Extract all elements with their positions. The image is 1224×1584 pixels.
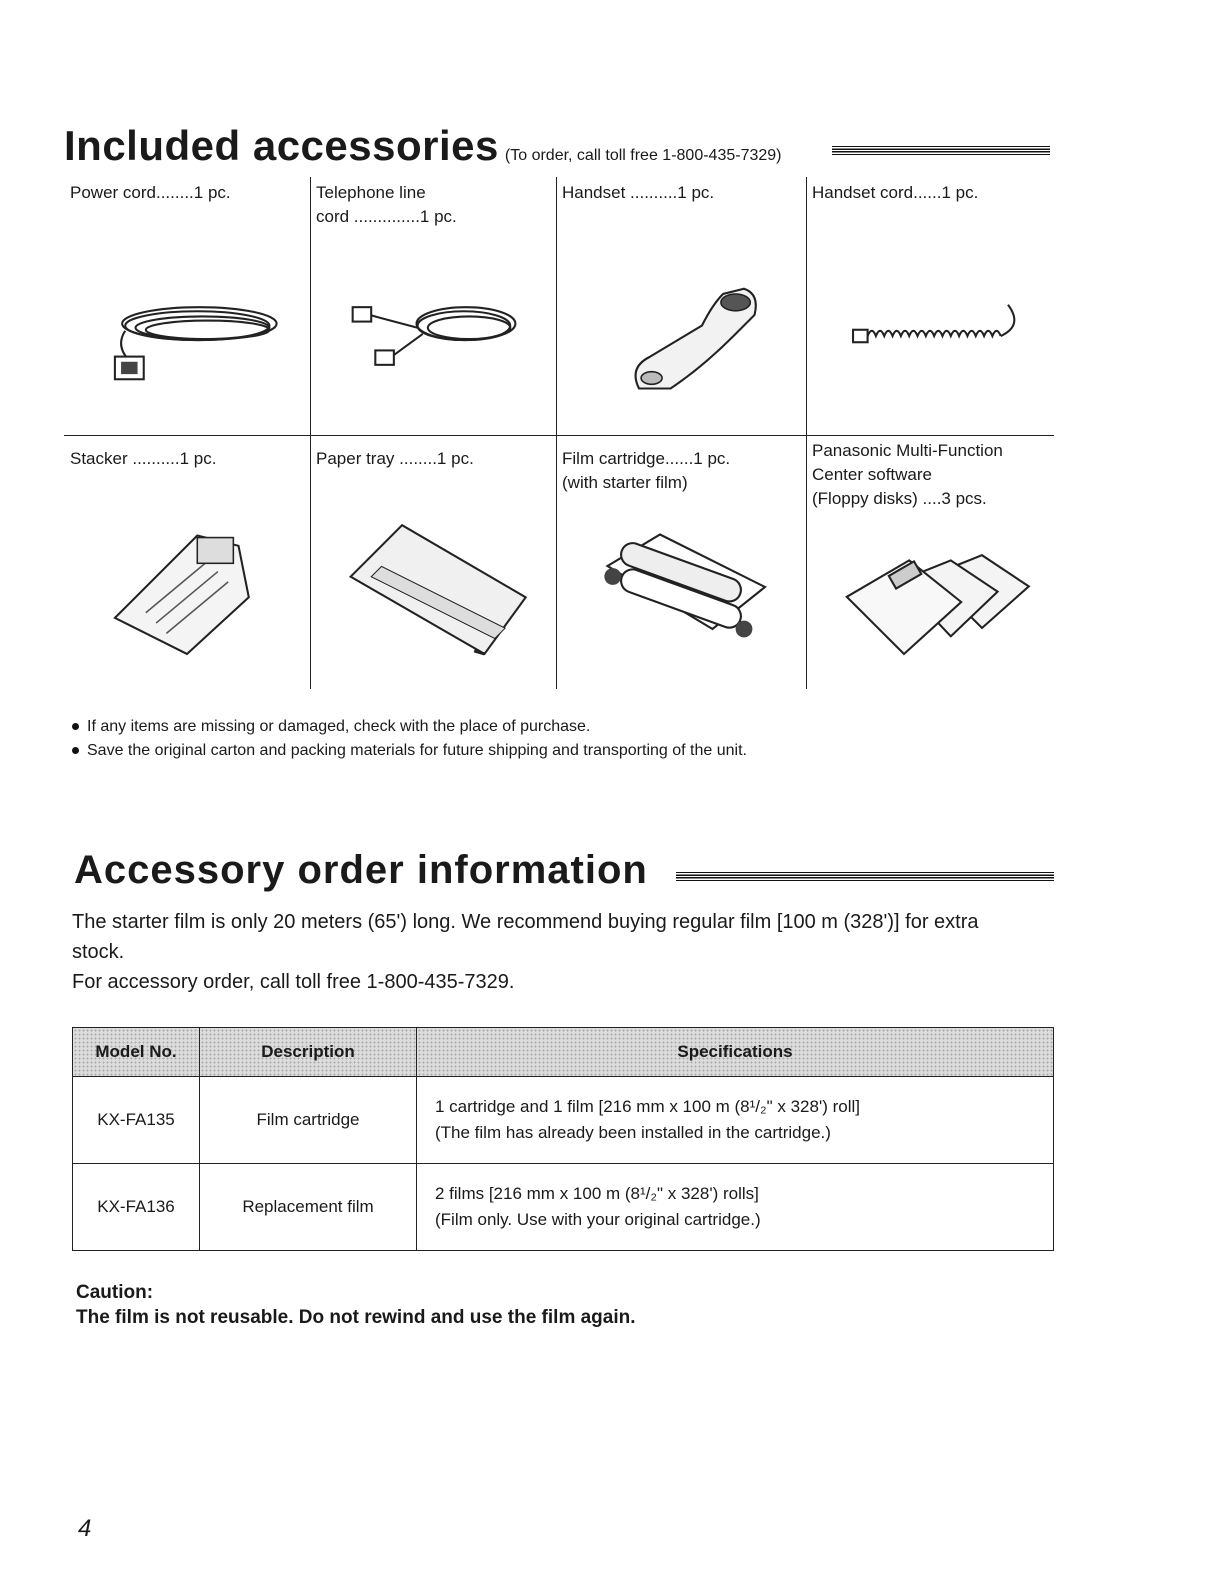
bullet-icon bbox=[72, 723, 79, 730]
heading-rule bbox=[676, 872, 1054, 881]
accessory-paper-tray bbox=[310, 435, 556, 689]
stacker-icon bbox=[84, 505, 290, 669]
model-cell: KX-FA136 bbox=[73, 1164, 200, 1251]
accessory-film-cartridge bbox=[556, 435, 806, 689]
caution-text: The film is not reusable. Do not rewind and use the film again. bbox=[76, 1307, 636, 1328]
note-item: If any items are missing or damaged, check with the place of purchase. bbox=[72, 715, 747, 739]
order-note: (To order, call toll free 1-800-435-7329) bbox=[504, 147, 782, 164]
film-cartridge-icon bbox=[576, 505, 786, 669]
floppy-disks-icon bbox=[826, 535, 1034, 669]
accessory-label: Power cord........1 pc. bbox=[70, 183, 231, 202]
description-cell: Replacement film bbox=[200, 1164, 417, 1251]
model-cell: KX-FA135 bbox=[73, 1077, 200, 1164]
table-header-row bbox=[73, 1028, 1054, 1077]
intro-phone: For accessory order, call toll free 1-800-435-7329. bbox=[72, 971, 515, 993]
column-header-model: Model No. bbox=[73, 1028, 200, 1077]
bullet-icon bbox=[72, 747, 79, 754]
accessory-label: Handset ..........1 pc. bbox=[562, 183, 715, 202]
section-title: Included accessories bbox=[64, 122, 499, 169]
column-header-description: Description bbox=[200, 1028, 417, 1077]
notes-list bbox=[72, 715, 747, 763]
accessory-handset bbox=[556, 177, 806, 435]
spec-cell: 1 cartridge and 1 film [216 mm x 100 m (8¹/₂" x 328') roll] (The film has already been installed in the cartridge.) bbox=[417, 1077, 1054, 1164]
order-info-intro bbox=[72, 907, 1032, 997]
accessory-label: Panasonic Multi-Function Center software (Floppy disks) ....3 pcs. bbox=[812, 441, 1003, 508]
caution-block bbox=[76, 1280, 636, 1330]
order-info-heading: Accessory order information bbox=[74, 848, 648, 892]
accessory-handset-cord bbox=[806, 177, 1054, 435]
page-number: 4 bbox=[78, 1515, 92, 1542]
included-accessories-heading bbox=[64, 122, 781, 170]
accessory-power-cord bbox=[64, 177, 310, 435]
caution-label: Caution: bbox=[76, 1282, 154, 1303]
table-row bbox=[73, 1164, 1054, 1251]
accessory-label: Paper tray ........1 pc. bbox=[316, 449, 474, 468]
description-cell: Film cartridge bbox=[200, 1077, 417, 1164]
accessory-label: Handset cord......1 pc. bbox=[812, 183, 979, 202]
note-item: Save the original carton and packing materials for future shipping and transporting of the unit. bbox=[72, 739, 747, 763]
accessory-floppy-disks bbox=[806, 435, 1054, 689]
accessory-label: Telephone line cord ..............1 pc. bbox=[316, 183, 457, 226]
accessory-telephone-line-cord bbox=[310, 177, 556, 435]
spec-cell: 2 films [216 mm x 100 m (8¹/₂" x 328') rolls] (Film only. Use with your original cartridge.) bbox=[417, 1164, 1054, 1251]
accessory-table bbox=[72, 1027, 1054, 1251]
handset-icon bbox=[576, 257, 786, 415]
handset-cord-icon bbox=[826, 257, 1034, 415]
accessories-grid bbox=[64, 177, 1054, 689]
heading-rule bbox=[832, 146, 1050, 155]
table-row bbox=[73, 1077, 1054, 1164]
intro-paragraph: The starter film is only 20 meters (65') long. We recommend buying regular film [100 m (328')] for extra stock. bbox=[72, 911, 979, 963]
accessory-label: Film cartridge......1 pc. (with starter film) bbox=[562, 449, 731, 492]
accessory-label: Stacker ..........1 pc. bbox=[70, 449, 217, 468]
paper-tray-icon bbox=[330, 505, 536, 669]
telephone-line-cord-icon bbox=[330, 257, 536, 415]
accessory-stacker bbox=[64, 435, 310, 689]
column-header-specifications: Specifications bbox=[417, 1028, 1054, 1077]
power-cord-icon bbox=[84, 257, 290, 415]
